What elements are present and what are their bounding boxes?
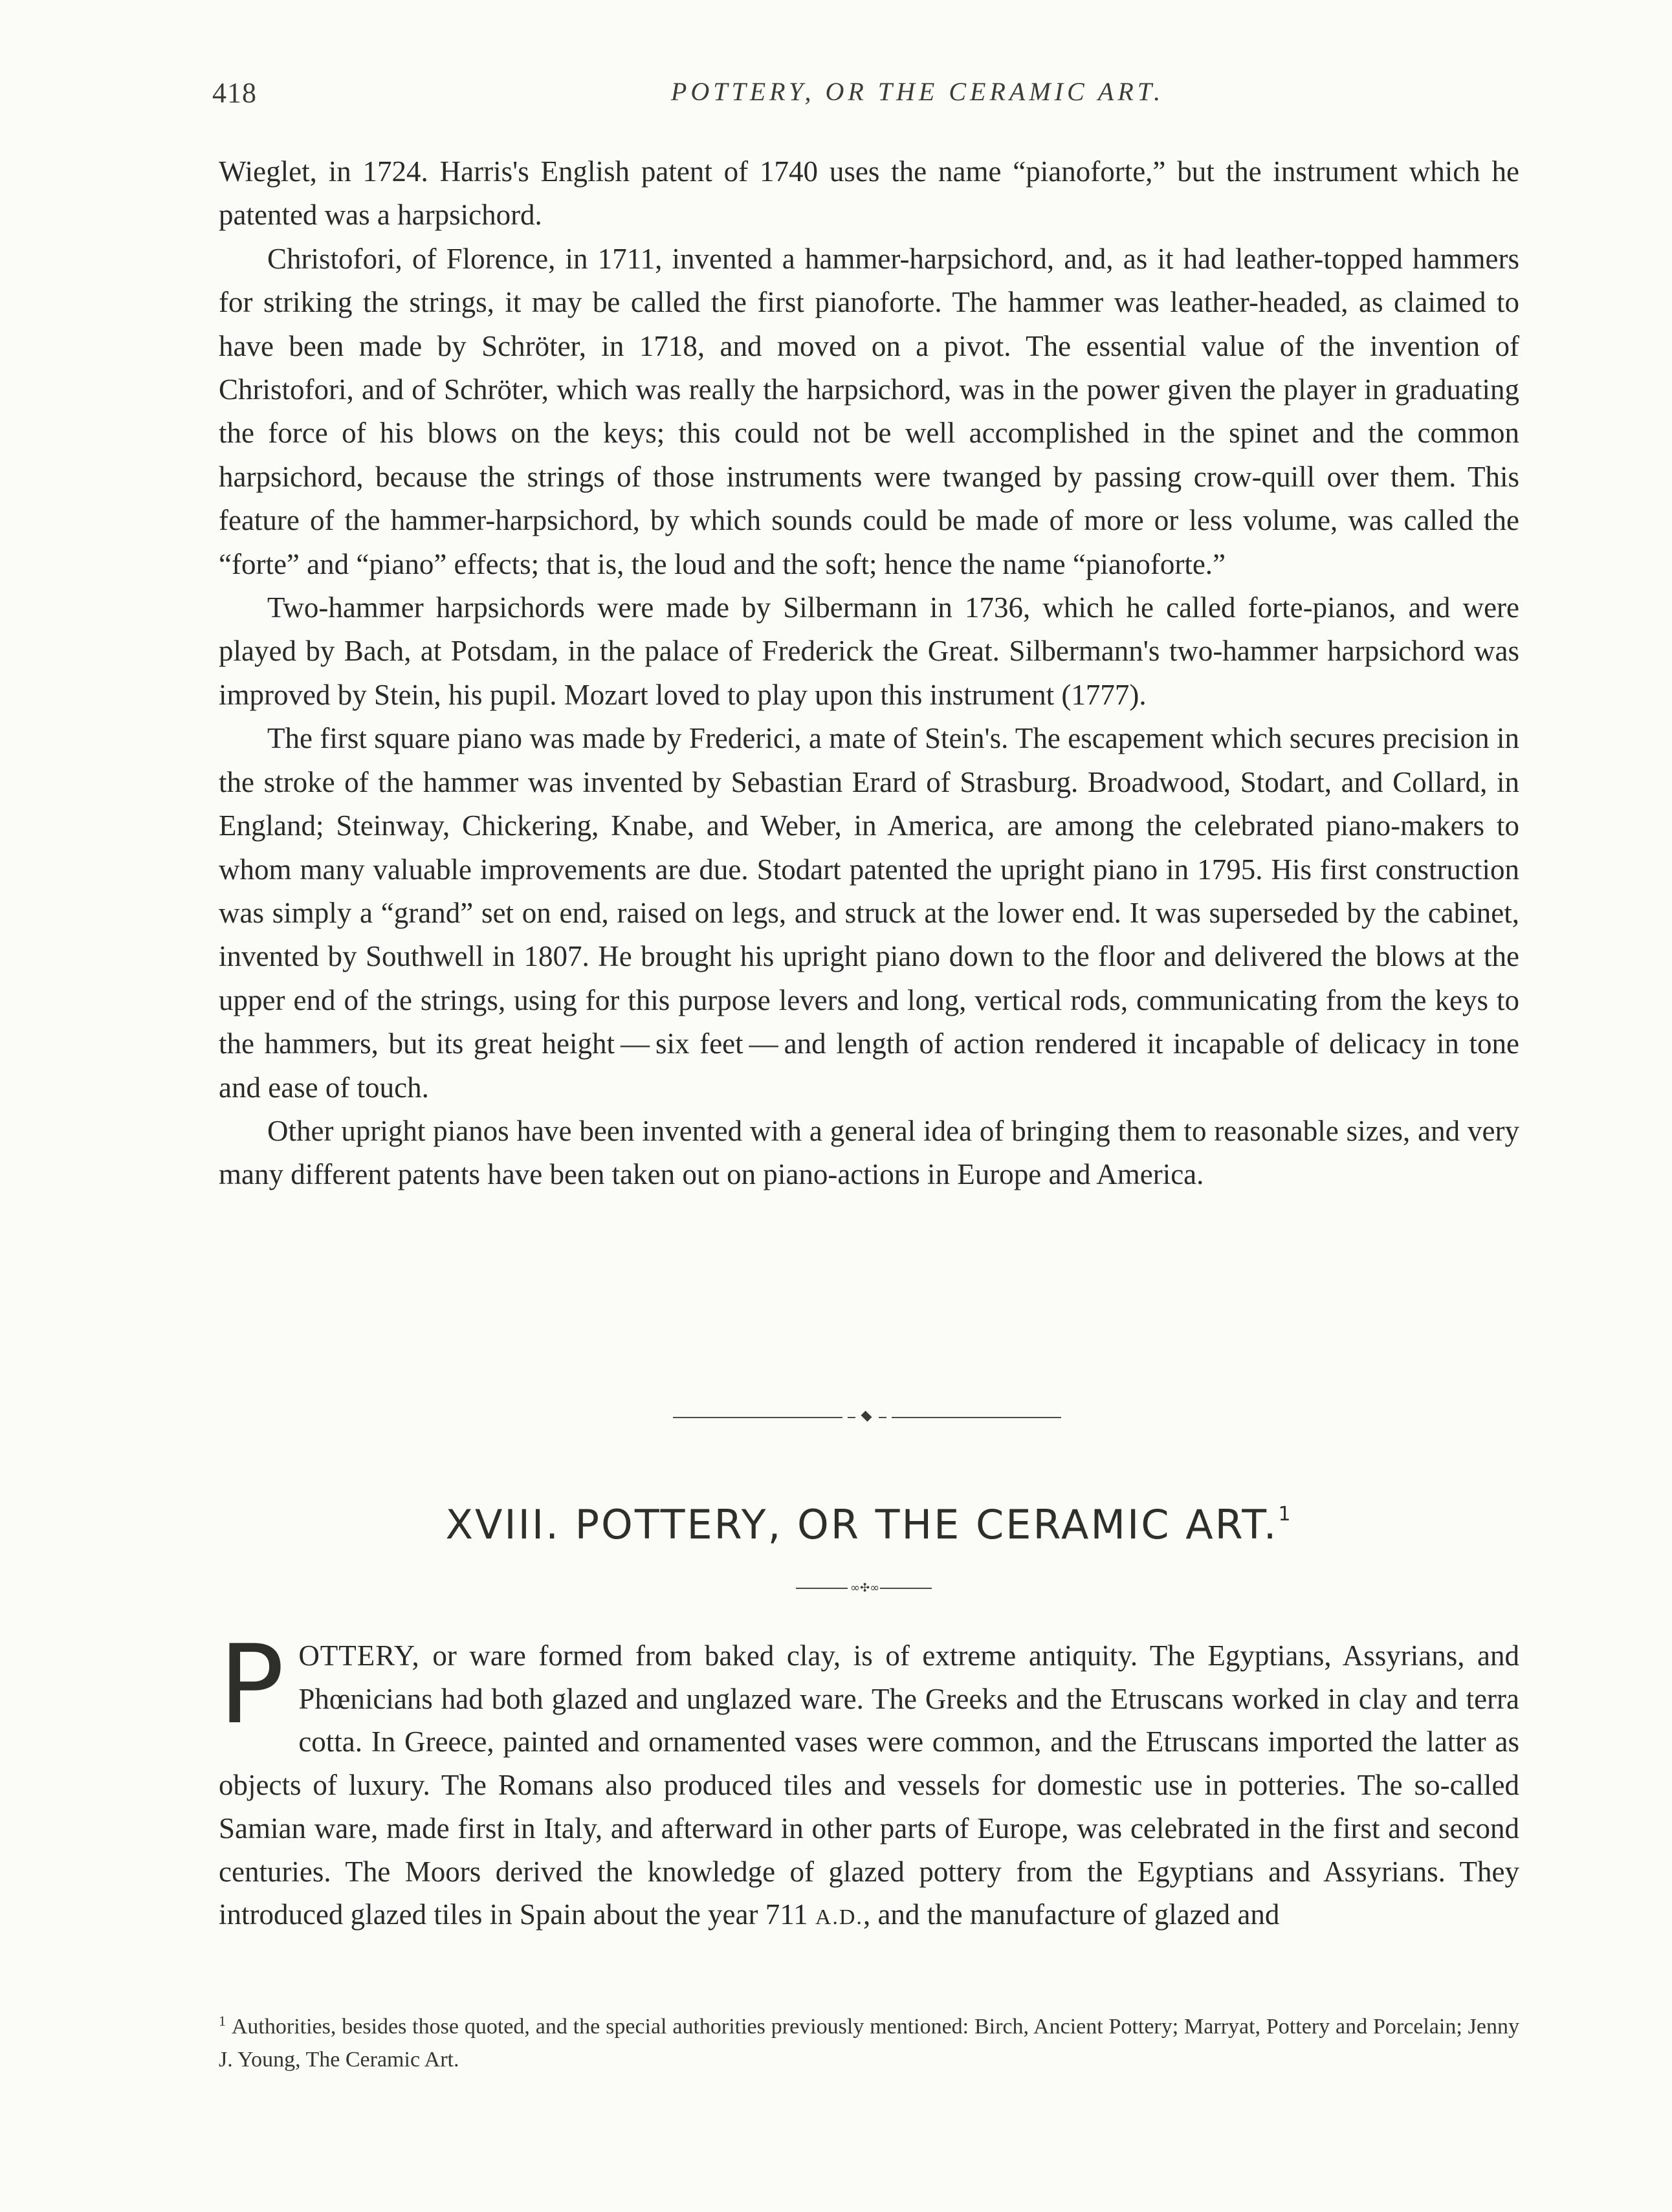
- paragraph: Christofori, of Florence, in 1711, invented a hammer-harpsichord, and, as it had leather-topped hammers for striking the strings, it may be called the first pianoforte. The hammer was leather-headed, as claimed to have been made by Schröter, in 1718, and moved on a pivot. The essential value of the invention of Christofori, and of Schröter, which was really the harpsichord, was in the power given the player in graduating the force of his blows on the keys; this could not be well accomplished in the spinet and the common harpsichord, because the strings of those instruments were twanged by passing crow-quill over them. This feature of the hammer-harpsichord, by which sounds could be made of more or less volume, was called the “forte” and “piano” effects; that is, the loud and the soft; hence the name “pianoforte.”: [219, 242, 1519, 580]
- drop-cap: P: [219, 1621, 285, 1748]
- paragraph: Two-hammer harpsichords were made by Silbermann in 1736, which he called forte-pianos, and were played by Bach, at Potsdam, in the palace of Frederick the Great. Silbermann's two-hammer harpsichord was improved by Stein, his pupil. Mozart loved to play upon this instrument (1777).: [219, 591, 1519, 711]
- diamond-ornament-icon: [861, 1411, 872, 1422]
- era-abbreviation: A.D.: [815, 1905, 863, 1930]
- flourish-knot-icon: ∞✣∞: [850, 1581, 880, 1595]
- page-number: 418: [212, 77, 257, 109]
- chapter-text: [219, 1621, 1519, 1940]
- chapter-heading: [219, 1501, 1519, 1548]
- paragraph: Wieglet, in 1724. Harris's English patent of 1740 uses the name “pianoforte,” but the instrument which he patented was a harpsichord.: [219, 155, 1519, 232]
- footnote: [219, 2004, 1519, 2076]
- footnote-reference: 1: [1278, 1503, 1293, 1526]
- paragraph: The first square piano was made by Frederici, a mate of Stein's. The escapement which secures precision in the stroke of the hammer was invented by Sebastian Erard of Strasburg. Broadwood, Stodart, and Collard, in England; Steinway, Chickering, Knabe, and Weber, in America, are among the celebrated piano-makers to whom many valuable improvements are due. Stodart patented the upright piano in 1795. His first construction was simply a “grand” set on end, raised on legs, and struck at the lower end. It was superseded by the cabinet, invented by Southwell in 1807. He brought his upright piano down to the floor and delivered the blows at the upper end of the strings, using for this purpose levers and long, vertical rods, communicating from the keys to the hammers, but its great height — six feet — and length of action rendered it incapable of delicacy in tone and ease of touch.: [219, 722, 1519, 1104]
- footnote-marker: 1: [219, 2013, 226, 2029]
- running-title: POTTERY, OR THE CERAMIC ART.: [670, 77, 1165, 106]
- lead-caps: OTTERY,: [298, 1639, 420, 1672]
- running-head: [212, 76, 1519, 128]
- chapter-title: XVIII. POTTERY, OR THE CERAMIC ART.: [445, 1501, 1279, 1548]
- body-text: [219, 150, 1519, 1197]
- section-divider-ornament: [673, 1416, 1061, 1419]
- chapter-paragraph-continued: , and the manufacture of glazed and: [863, 1898, 1280, 1931]
- footnote-text: Authorities, besides those quoted, and the special authorities previously mentioned: Birch, Ancient Pottery; Marryat, Pottery and Porcelain; Jenny J. Young, The Ceramic Art.: [219, 2015, 1520, 2072]
- paragraph: Other upright pianos have been invented with a general idea of bringing them to reasonable sizes, and very many different patents have been taken out on piano-actions in Europe and America.: [219, 1114, 1519, 1191]
- heading-flourish: [796, 1581, 932, 1595]
- chapter-paragraph: or ware formed from baked clay, is of extreme antiquity. The Egyptians, Assyrians, and Phœnicians had both glazed and unglazed ware. The Greeks and the Etruscans worked in clay and terra cotta. In Greece, painted and ornamented vases were common, and the Etruscans imported the latter as objects of luxury. The Romans also produced tiles and vessels for domestic use in potteries. The so-called Samian ware, made first in Italy, and afterward in other parts of Europe, was celebrated in the first and second centuries. The Moors derived the knowledge of glazed pottery from the Egyptians and Assyrians. They introduced glazed tiles in Spain about the year 711: [219, 1639, 1519, 1931]
